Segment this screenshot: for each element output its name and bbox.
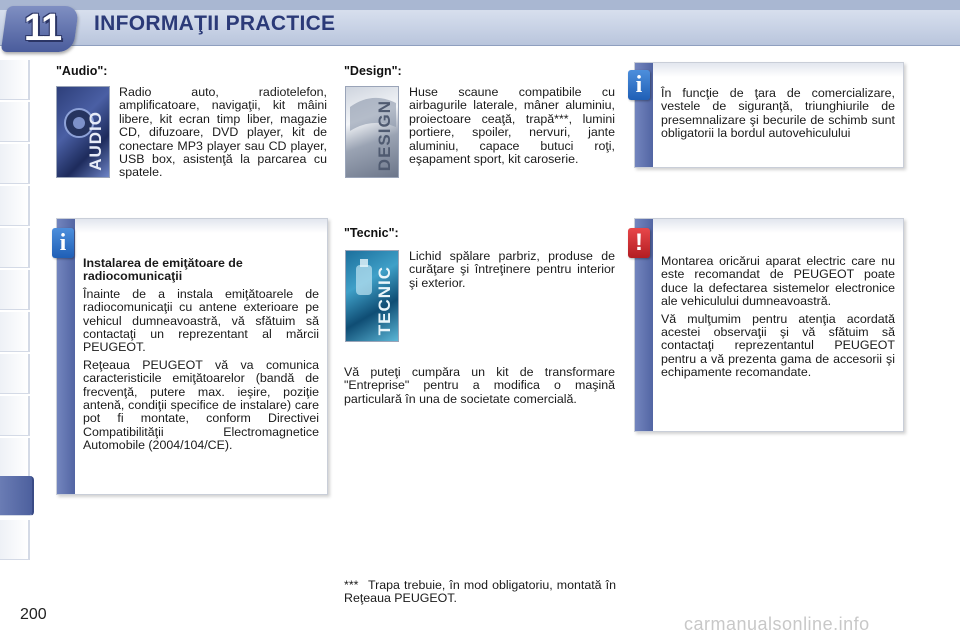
kit-transformation-text: Vă puteţi cumpăra un kit de transformare "Entreprise" pentru a modifica o maşină particulară în una de societate comercială. bbox=[344, 365, 615, 406]
footnote bbox=[344, 579, 616, 606]
chapter-side-tabs bbox=[0, 60, 34, 575]
tecnic-thumbnail bbox=[345, 250, 399, 342]
tecnic-text: Lichid spălare parbriz, produse de curăţare şi întreţinere pentru interior şi exterior. bbox=[409, 249, 615, 290]
radio-transmitters-paragraph-2: Reţeaua PEUGEOT vă va comunica caracteristicile emiţătoarelor (bandă de frecvenţă, putere max. ieşire, poziţie antenă, condiţii specifice de instalare) care pot fi montate, conform Directivei Compatibilităţii Electromagnetice Automobile (2004/104/CE). bbox=[83, 357, 319, 453]
side-tab[interactable] bbox=[0, 270, 30, 310]
warning-box bbox=[634, 218, 904, 432]
header-band bbox=[0, 0, 960, 10]
footnote-text: Trapa trebuie, în mod obligatoriu, montată în Reţeaua PEUGEOT. bbox=[344, 578, 616, 606]
side-tab[interactable] bbox=[0, 520, 30, 560]
design-text: Huse scaune compatibile cu airbagurile laterale, mâner aluminiu, proiectoare ceaţă, trapă***, lumini portiere, spoiler, nervuri, jante aluminiu, capace butuci roţi, eşapament sport, kit caroserie. bbox=[409, 85, 615, 167]
side-tab[interactable] bbox=[0, 186, 30, 226]
side-tab[interactable] bbox=[0, 228, 30, 268]
audio-label: "Audio": bbox=[56, 64, 108, 78]
info-note-box bbox=[634, 62, 904, 168]
watermark: carmanualsonline.info bbox=[684, 614, 870, 634]
side-tab[interactable] bbox=[0, 354, 30, 394]
tecnic-label: "Tecnic": bbox=[344, 226, 399, 240]
warning-icon: ! bbox=[628, 228, 650, 258]
page-number: 200 bbox=[20, 606, 47, 623]
info-icon: i bbox=[628, 70, 650, 100]
audio-thumb-word: AUDIO bbox=[86, 111, 105, 171]
box-topband bbox=[75, 219, 327, 233]
box-topband bbox=[653, 219, 903, 233]
tecnic-thumb-word: TECNIC bbox=[375, 265, 394, 335]
chapter-title: INFORMAŢII PRACTICE bbox=[94, 12, 336, 35]
radio-transmitters-box bbox=[56, 218, 328, 495]
side-tab[interactable] bbox=[0, 60, 30, 100]
side-tab[interactable] bbox=[0, 102, 30, 142]
side-tab[interactable] bbox=[0, 312, 30, 352]
warning-paragraph-2: Vă mulţumim pentru atenţia acordată acestei observaţii şi vă sfătuim să contactaţi reprezentantul PEUGEOT pentru a vă prezenta gama de accesorii şi echipamente recomandate. bbox=[661, 311, 895, 380]
audio-text: Radio auto, radiotelefon, amplificatoare, navigaţii, kit mâini libere, kit ecran timp liber, magazie CD, difuzoare, DVD player, kit de conectare MP3 player sau CD player, USB box, asistenţă la parcarea cu spatele. bbox=[119, 85, 327, 180]
design-label: "Design": bbox=[344, 64, 402, 78]
box-stripe bbox=[57, 219, 75, 494]
info-note-text: În funcţie de ţara de comercializare, vestele de siguranţă, triunghiurile de presemnalizare şi becurile de schimb sunt obligatorii la bordul autovehiculului bbox=[661, 86, 895, 141]
radio-transmitters-paragraph-1: Înainte de a instala emiţătoarele de radiocomunicaţii cu antene exterioare pe vehicul dumneavoastră, vă sfătuim să contactaţi un reprezentant al mărcii PEUGEOT. bbox=[83, 286, 319, 355]
info-icon: i bbox=[52, 228, 74, 258]
design-thumbnail bbox=[345, 86, 399, 178]
side-tab[interactable] bbox=[0, 396, 30, 436]
warning-paragraph-1: Montarea oricărui aparat electric care nu este recomandat de PEUGEOT poate duce la defectarea sistemelor electronice ale vehiculului dumneavoastră. bbox=[661, 254, 895, 309]
footnote-mark: *** bbox=[344, 578, 359, 592]
chapter-number: 11 bbox=[23, 7, 61, 49]
side-tab-active[interactable] bbox=[0, 476, 34, 516]
design-thumb-word: DESIGN bbox=[375, 99, 394, 171]
side-tab[interactable] bbox=[0, 438, 30, 478]
side-tab[interactable] bbox=[0, 144, 30, 184]
box-topband bbox=[653, 63, 903, 77]
radio-transmitters-heading: Instalarea de emiţătoare de radiocomunicaţii bbox=[83, 256, 243, 284]
audio-thumbnail bbox=[56, 86, 110, 178]
